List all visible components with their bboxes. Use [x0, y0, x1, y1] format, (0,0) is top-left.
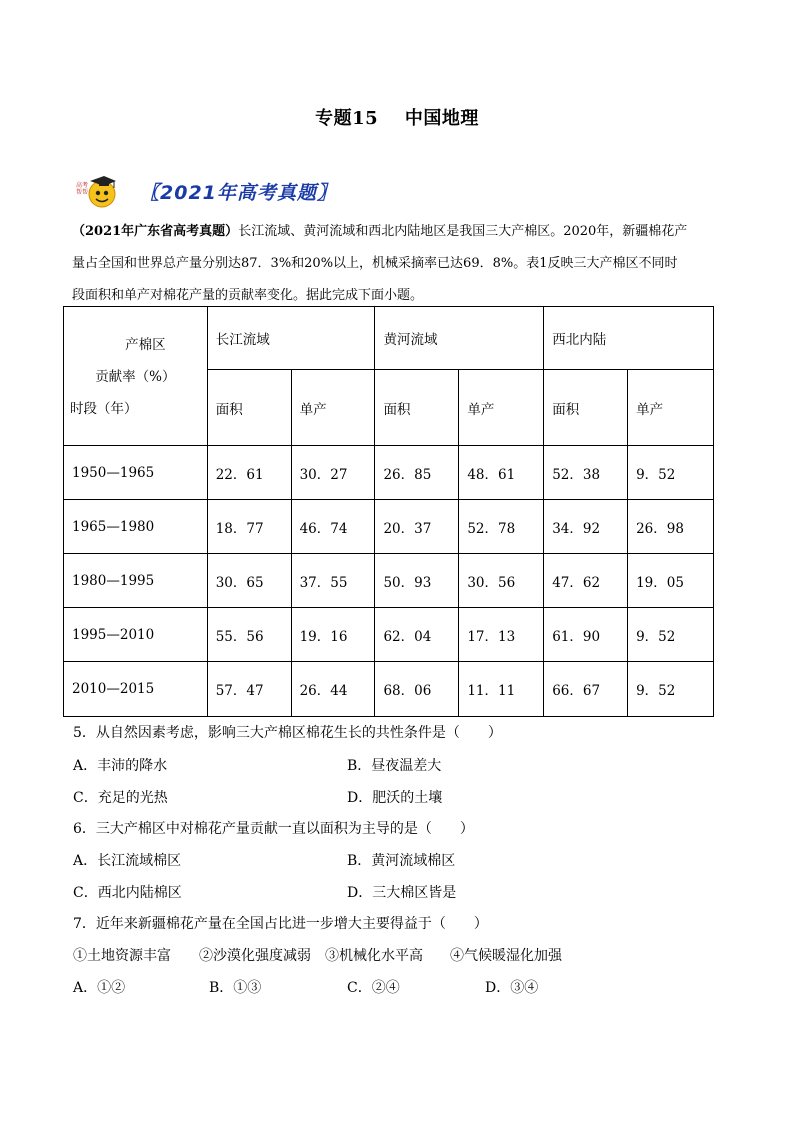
region-header-northwest: 西北内陆: [544, 307, 714, 370]
value-cell: 9．52: [628, 662, 714, 717]
question-6-option-a: A．长江流域棉区: [73, 853, 182, 869]
corner-period-label: 时段（年）: [70, 401, 138, 417]
intro-line-3: 段面积和单产对棉花产量的贡献率变化。据此完成下面小题。: [72, 288, 424, 303]
question-6-stem: 6．三大产棉区中对棉花产量贡献一直以面积为主导的是（ ）: [73, 821, 474, 837]
value-cell: 17．13: [459, 608, 544, 662]
value-cell: 48．61: [459, 446, 544, 500]
value-cell: 9．52: [628, 608, 714, 662]
period-cell: 1980—1995: [64, 554, 208, 608]
period-cell: 1965—1980: [64, 500, 208, 554]
subheader-area: 面积: [207, 370, 291, 446]
page-title: [0, 104, 794, 130]
subheader-yield: 单产: [459, 370, 544, 446]
title-topic-number: 专题15: [315, 108, 379, 129]
intro-line-1: 长江流域、黄河流域和西北内陆地区是我国三大产棉区。2020年，新疆棉花产: [238, 224, 688, 239]
question-7-stem: 7．近年来新疆棉花产量在全国占比进一步增大主要得益于（ ）: [73, 916, 488, 932]
table-row: [64, 554, 714, 608]
question-5-option-a: A．丰沛的降水: [73, 758, 168, 774]
question-7-statement-2: ②沙漠化强度减弱: [199, 948, 311, 964]
intro-line-2: 量占全国和世界总产量分别达87．3%和20%以上，机械采摘率已达69．8%。表1反映三大产棉区不同时: [72, 256, 678, 271]
question-7-statement-3: ③机械化水平高: [325, 948, 423, 964]
question-5-option-c: C．充足的光热: [73, 790, 168, 806]
value-cell: 19．05: [628, 554, 714, 608]
question-7-statement-1: ①土地资源丰富: [73, 948, 171, 964]
region-header-yellow: 黄河流域: [375, 307, 544, 370]
question-7-option-d: D．③④: [485, 980, 539, 996]
value-cell: 34．92: [544, 500, 628, 554]
question-7-statement-4: ④气候暖湿化加强: [450, 948, 562, 964]
value-cell: 68．06: [375, 662, 459, 717]
question-6-option-c: C．西北内陆棉区: [73, 885, 182, 901]
region-header-yangtze: 长江流域: [207, 307, 375, 370]
corner-region-label: 产棉区: [125, 337, 166, 353]
question-5-stem: 5．从自然因素考虑，影响三大产棉区棉花生长的共性条件是（ ）: [73, 725, 502, 741]
value-cell: 30．65: [207, 554, 291, 608]
value-cell: 20．37: [375, 500, 459, 554]
value-cell: 30．27: [291, 446, 375, 500]
subheader-yield: 单产: [291, 370, 375, 446]
value-cell: 19．16: [291, 608, 375, 662]
table-row: [64, 446, 714, 500]
value-cell: 52．78: [459, 500, 544, 554]
value-cell: 46．74: [291, 500, 375, 554]
question-7-option-b: B．①③: [209, 980, 262, 996]
value-cell: 30．56: [459, 554, 544, 608]
table-row: [64, 608, 714, 662]
title-topic-name: 中国地理: [404, 108, 479, 129]
value-cell: 26．44: [291, 662, 375, 717]
question-6-option-d: D．三大棉区皆是: [347, 885, 457, 901]
table-row: [64, 662, 714, 717]
value-cell: 9．52: [628, 446, 714, 500]
cotton-contribution-table: [63, 306, 714, 717]
value-cell: 66．67: [544, 662, 628, 717]
value-cell: 50．93: [375, 554, 459, 608]
value-cell: 61．90: [544, 608, 628, 662]
value-cell: 18．77: [207, 500, 291, 554]
value-cell: 47．62: [544, 554, 628, 608]
subheader-yield: 单产: [628, 370, 714, 446]
period-cell: 1995—2010: [64, 608, 208, 662]
corner-rate-label: 贡献率（%）: [95, 369, 176, 385]
logo-text: 高考帮帮: [76, 182, 89, 196]
value-cell: 62．04: [375, 608, 459, 662]
period-cell: 2010—2015: [64, 662, 208, 717]
intro-source: （2021年广东省高考真题）: [72, 224, 239, 239]
period-cell: 1950—1965: [64, 446, 208, 500]
value-cell: 55．56: [207, 608, 291, 662]
table-row: [64, 500, 714, 554]
value-cell: 26．85: [375, 446, 459, 500]
value-cell: 57．47: [207, 662, 291, 717]
question-5-option-b: B．昼夜温差大: [347, 758, 442, 774]
question-5-option-d: D．肥沃的土壤: [347, 790, 443, 806]
question-7-option-c: C．②④: [347, 980, 400, 996]
value-cell: 37．55: [291, 554, 375, 608]
banner-heading: 〖2021年高考真题〗: [140, 182, 337, 204]
subheader-area: 面积: [375, 370, 459, 446]
question-7-option-a: A．①②: [73, 980, 126, 996]
intro-paragraph: [72, 216, 722, 312]
question-6-option-b: B．黄河流域棉区: [347, 853, 456, 869]
value-cell: 26．98: [628, 500, 714, 554]
value-cell: 11．11: [459, 662, 544, 717]
table-corner-cell: [64, 307, 208, 446]
value-cell: 52．38: [544, 446, 628, 500]
value-cell: 22．61: [207, 446, 291, 500]
subheader-area: 面积: [544, 370, 628, 446]
